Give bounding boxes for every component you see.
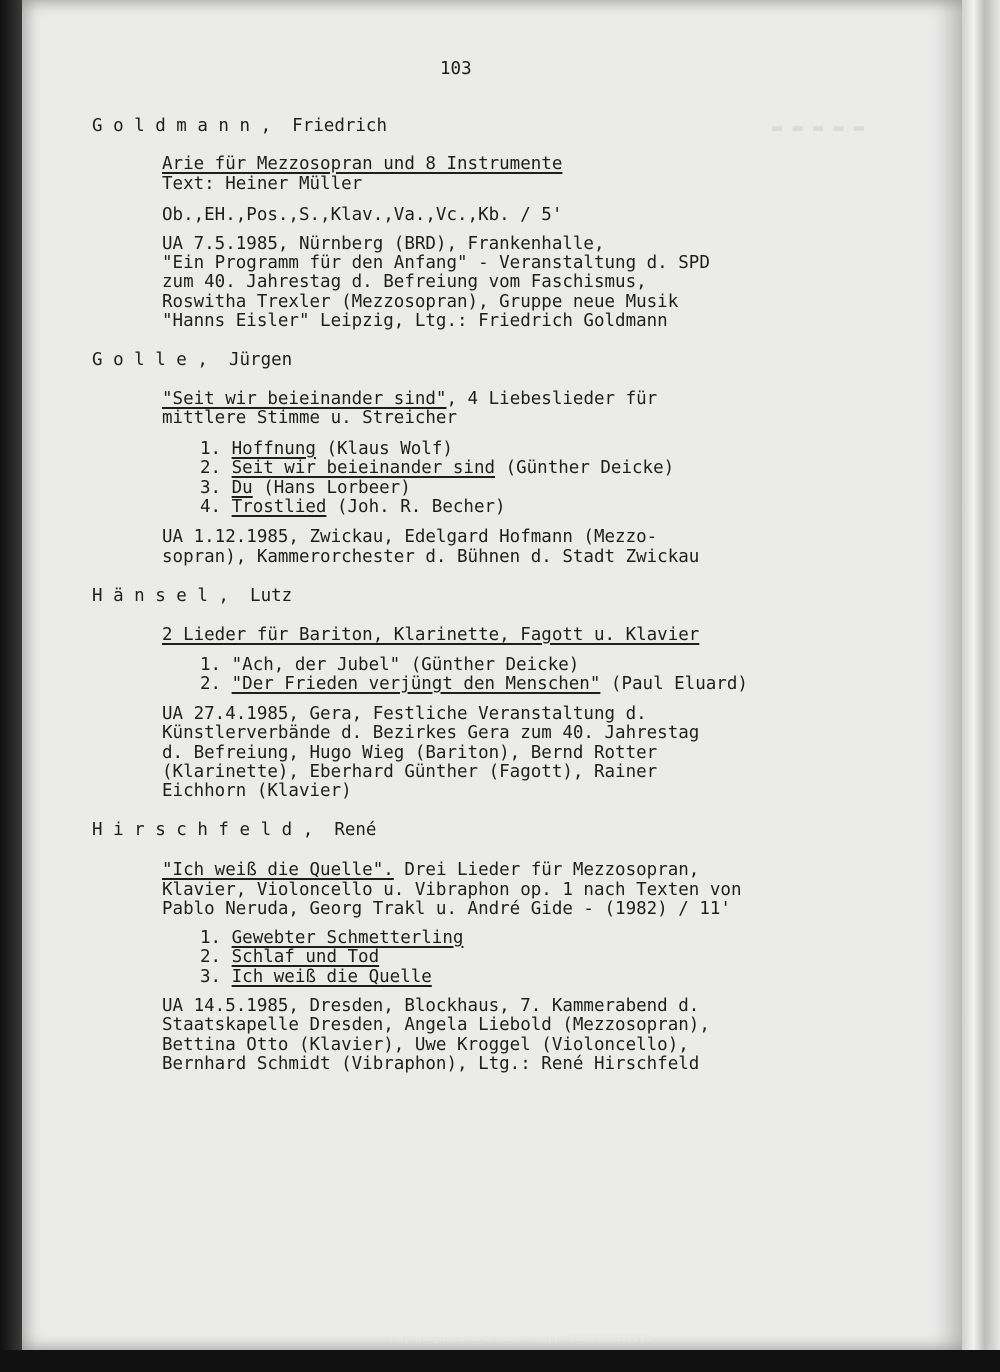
premiere-line: UA 1.12.1985, Zwickau, Edelgard Hofmann (Mezzo- xyxy=(162,527,658,547)
song-author: (Joh. R. Becher) xyxy=(326,497,506,517)
work-title-golle: "Seit wir beieinander sind" xyxy=(162,389,447,409)
work-line2-hirschfeld: Klavier, Violoncello u. Vibraphon op. 1 nach Texten von xyxy=(162,880,742,900)
bleed-through: ▬ ▬ ▬ ▬ ▬ xyxy=(772,118,865,138)
song-item xyxy=(200,440,453,460)
song-number: 2. xyxy=(200,674,222,694)
song-author: (Günther Deicke) xyxy=(400,655,580,675)
premiere-line: UA 7.5.1985, Nürnberg (BRD), Frankenhalle, xyxy=(162,234,605,254)
page-edge xyxy=(962,0,1000,1350)
work-title-golle-line xyxy=(162,390,657,410)
song-title: "Der Frieden verjüngt den Menschen" xyxy=(231,674,601,694)
bottom-strip xyxy=(0,1350,1000,1372)
work-line2-golle: mittlere Stimme u. Streicher xyxy=(162,408,458,428)
song-item xyxy=(200,968,432,988)
song-number: 1. xyxy=(200,439,222,459)
composer-goldmann: G o l d m a n n , Friedrich xyxy=(92,116,388,136)
work-title-hirschfeld: "Ich weiß die Quelle". xyxy=(162,860,394,880)
song-title: Hoffnung xyxy=(231,439,316,459)
song-item xyxy=(200,498,506,518)
composer-haensel: H ä n s e l , Lutz xyxy=(92,586,293,606)
premiere-line: (Klarinette), Eberhard Günther (Fagott), Rainer xyxy=(162,762,658,782)
premiere-line: Bettina Otto (Klavier), Uwe Kroggel (Violoncello), xyxy=(162,1035,689,1055)
work-rest-golle: , 4 Liebeslieder für xyxy=(446,389,658,409)
song-number: 1. xyxy=(200,928,222,948)
song-author: (Hans Lorbeer) xyxy=(252,478,411,498)
premiere-line: sopran), Kammerorchester d. Bühnen d. Stadt Zwickau xyxy=(162,547,700,567)
text-line-goldmann: Text: Heiner Müller xyxy=(162,174,363,194)
work-line3-hirschfeld: Pablo Neruda, Georg Trakl u. André Gide - (1982) / 11' xyxy=(162,899,731,919)
song-item xyxy=(200,675,748,695)
premiere-line: "Ein Programm für den Anfang" - Veranstaltung d. SPD xyxy=(162,253,710,273)
premiere-line: UA 14.5.1985, Dresden, Blockhaus, 7. Kammerabend d. xyxy=(162,996,700,1016)
composer-golle: G o l l e , Jürgen xyxy=(92,350,293,370)
premiere-line: Künstlerverbände d. Bezirkes Gera zum 40. Jahrestag xyxy=(162,723,700,743)
paper-sheet xyxy=(22,0,962,1350)
song-item xyxy=(200,459,674,479)
song-author: (Paul Eluard) xyxy=(600,674,748,694)
premiere-line: Staatskapelle Dresden, Angela Liebold (Mezzosopran), xyxy=(162,1015,710,1035)
premiere-line: UA 27.4.1985, Gera, Festliche Veranstaltung d. xyxy=(162,704,647,724)
song-title: Seit wir beieinander sind xyxy=(231,458,496,478)
premiere-line: "Hanns Eisler" Leipzig, Ltg.: Friedrich Goldmann xyxy=(162,311,668,331)
premiere-line: zum 40. Jahrestag d. Befreiung vom Faschismus, xyxy=(162,272,647,292)
song-item xyxy=(200,929,463,949)
song-item xyxy=(200,948,379,968)
song-title: "Ach, der Jubel" xyxy=(231,655,401,675)
song-number: 2. xyxy=(200,947,222,967)
song-item xyxy=(200,479,411,499)
page-number: 103 xyxy=(440,59,472,79)
song-title: Schlaf und Tod xyxy=(231,947,380,967)
song-author: (Klaus Wolf) xyxy=(315,439,453,459)
premiere-line: Roswitha Trexler (Mezzosopran), Gruppe neue Musik xyxy=(162,292,679,312)
work-title-goldmann: Arie für Mezzosopran und 8 Instrumente xyxy=(162,154,563,174)
premiere-line: Bernhard Schmidt (Vibraphon), Ltg.: René Hirschfeld xyxy=(162,1054,700,1074)
song-number: 2. xyxy=(200,458,222,478)
book-binding xyxy=(0,0,22,1350)
premiere-line: Eichhorn (Klavier) xyxy=(162,781,352,801)
work-title-haensel: 2 Lieder für Bariton, Klarinette, Fagott u. Klavier xyxy=(162,625,700,645)
song-number: 3. xyxy=(200,967,222,987)
composer-hirschfeld: H i r s c h f e l d , René xyxy=(92,820,377,840)
footer-url[interactable]: http://digital.slub-dresden.de/ppn30586185Z/113 xyxy=(390,1333,652,1344)
song-number: 4. xyxy=(200,497,222,517)
premiere-line: d. Befreiung, Hugo Wieg (Bariton), Bernd Rotter xyxy=(162,743,658,763)
work-title-hirschfeld-line xyxy=(162,861,699,881)
song-title: Du xyxy=(231,478,253,498)
song-author: (Günther Deicke) xyxy=(495,458,675,478)
song-title: Gewebter Schmetterling xyxy=(231,928,464,948)
work-rest-hirschfeld: Drei Lieder für Mezzosopran, xyxy=(393,860,700,880)
scoring-goldmann: Ob.,EH.,Pos.,S.,Klav.,Va.,Vc.,Kb. / 5' xyxy=(162,205,563,225)
song-title: Ich weiß die Quelle xyxy=(231,967,432,987)
song-title: Trostlied xyxy=(231,497,327,517)
song-item xyxy=(200,656,579,676)
song-number: 1. xyxy=(200,655,222,675)
song-number: 3. xyxy=(200,478,222,498)
